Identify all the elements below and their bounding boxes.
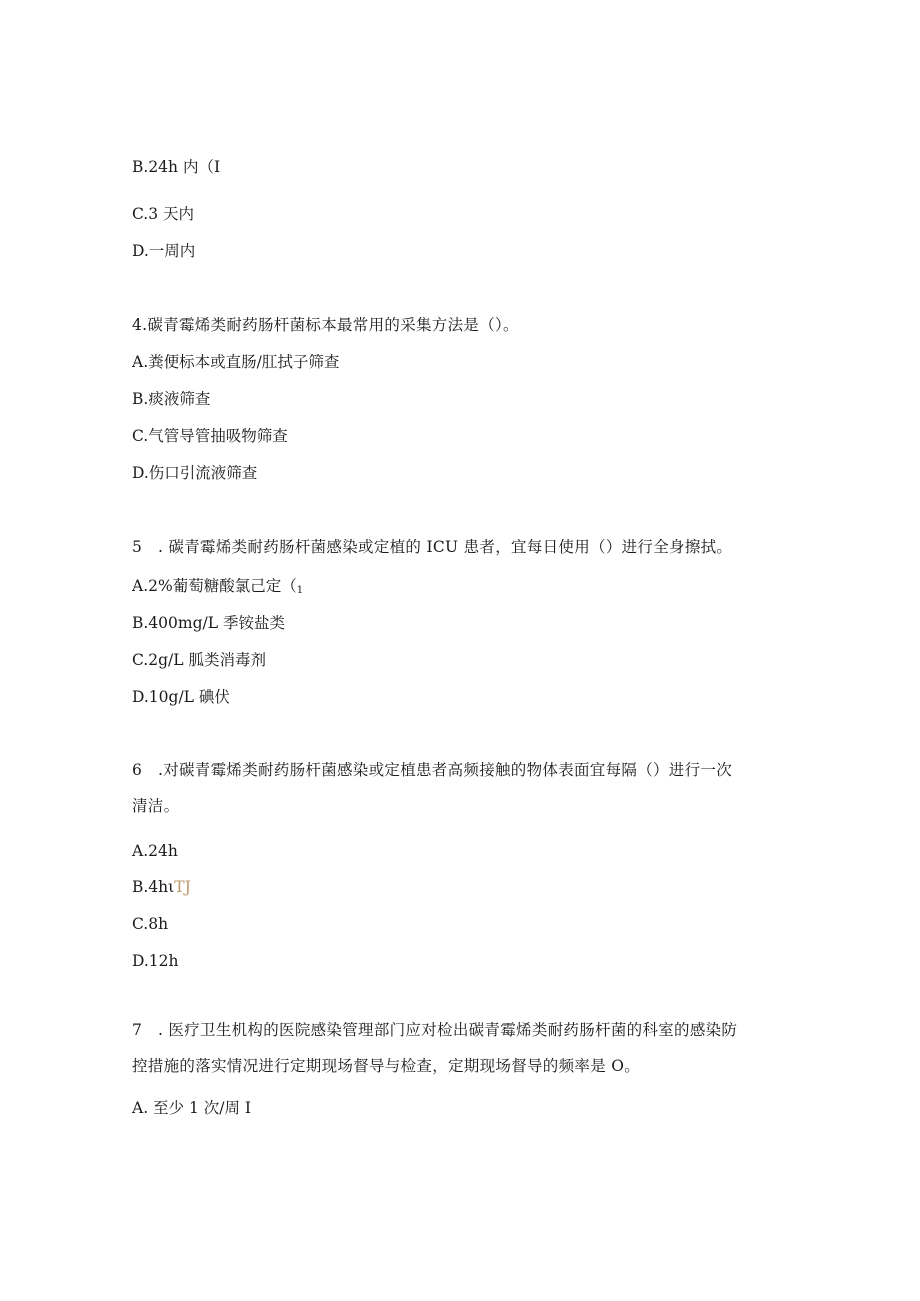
q5-option-a xyxy=(132,576,303,601)
q6-option-b-text: B.4hι xyxy=(132,878,175,896)
q7-option-a: A. 至少 1 次/周 I xyxy=(132,1099,252,1117)
q6-question-line2: 清洁。 xyxy=(132,797,180,815)
q6-option-b-mark: TJ xyxy=(174,878,191,896)
q3-option-b: B.24h 内（I xyxy=(132,158,221,176)
q5-question: 5 . 碳青霉烯类耐药肠杆菌感染或定植的 ICU 患者，宜每日使用（）进行全身擦拭。 xyxy=(132,538,733,556)
q5-option-b: B.400mg/L 季铵盐类 xyxy=(132,614,285,632)
q5-option-a-text: A.2%葡萄糖酸氯己定（ xyxy=(132,577,297,595)
q4-option-d: D.伤口引流液筛查 xyxy=(132,464,258,482)
q3-option-d: D.一周内 xyxy=(132,242,196,260)
q6-option-a: A.24h xyxy=(132,842,178,860)
q4-option-c: C.气管导管抽吸物筛查 xyxy=(132,427,288,445)
q4-option-a: A.粪便标本或直肠/肛拭子筛查 xyxy=(132,353,340,371)
q6-option-d: D.12h xyxy=(132,952,179,970)
q6-option-b xyxy=(132,877,191,897)
q4-question: 4.碳青霉烯类耐药肠杆菌标本最常用的采集方法是（）。 xyxy=(132,316,519,334)
q6-option-c: C.8h xyxy=(132,915,169,933)
q6-question-line1: 6 .对碳青霉烯类耐药肠杆菌感染或定植患者高频接触的物体表面宜每隔（）进行一次 xyxy=(132,761,732,779)
q5-option-d: D.10g/L 碘伏 xyxy=(132,688,230,706)
q7-question-line2: 控措施的落实情况进行定期现场督导与检查，定期现场督导的频率是 O。 xyxy=(132,1057,641,1075)
q4-option-b: B.痰液筛查 xyxy=(132,390,211,408)
q5-option-a-mark: 1 xyxy=(296,585,304,596)
q3-option-c: C.3 天内 xyxy=(132,205,195,223)
q7-question-line1: 7 . 医疗卫生机构的医院感染管理部门应对检出碳青霉烯类耐药肠杆菌的科室的感染防 xyxy=(132,1021,738,1039)
q5-option-c: C.2g/L 胍类消毒剂 xyxy=(132,651,266,669)
